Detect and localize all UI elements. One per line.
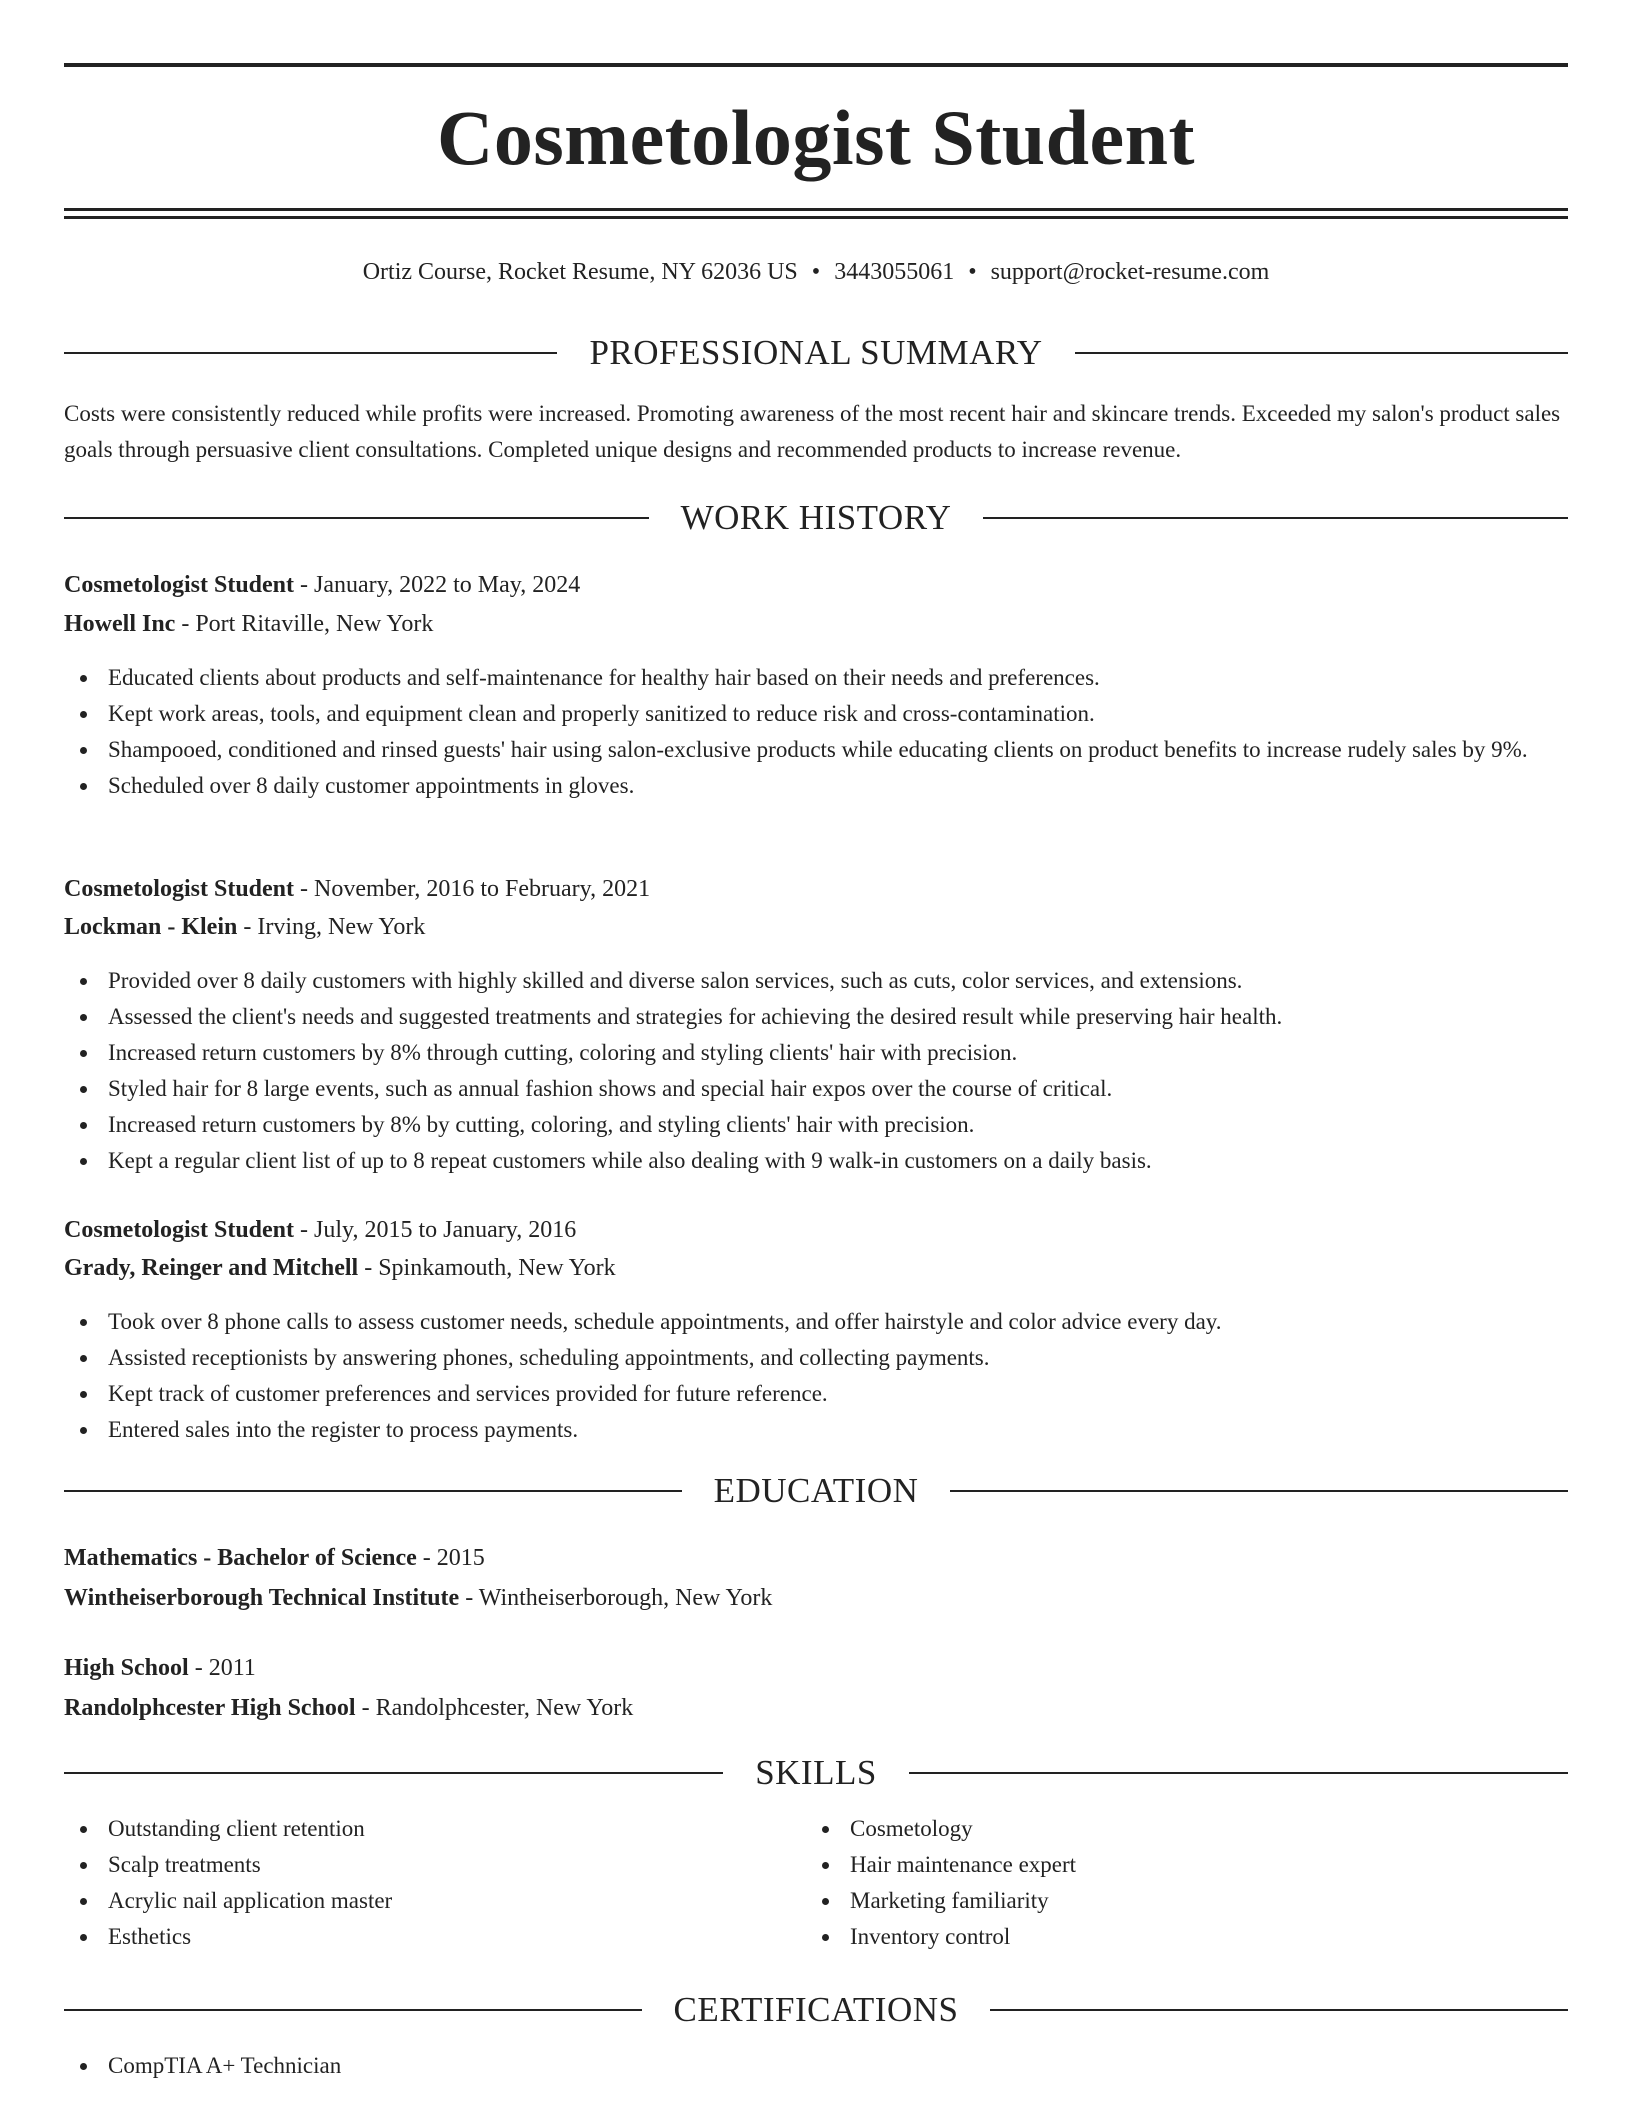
section-heading-label: EDUCATION [713,1471,919,1510]
job-bullet: Took over 8 phone calls to assess customer needs, schedule appointments, and offer hairstyle and color advice every day. [64,1304,1568,1340]
section-heading-label: SKILLS [755,1753,877,1792]
education-degree: Mathematics - Bachelor of Science [64,1545,417,1571]
job-bullet: Educated clients about products and self-maintenance for healthy hair based on their needs and preferences. [64,660,1568,696]
education-school: Randolphcester High School [64,1695,356,1721]
job-bullet-list [64,963,1568,1179]
job-dates: - January, 2022 to May, 2024 [294,572,581,598]
section-heading-summary [64,331,1568,375]
section-heading-skills [64,1751,1568,1795]
education-school-line [64,1690,1568,1726]
skill-item: Inventory control [806,1919,1548,1955]
section-heading-certifications [64,1988,1568,2032]
job-company: Howell Inc [64,611,176,637]
skill-item: Outstanding client retention [64,1811,806,1847]
job-bullet: Assisted receptionists by answering phones, scheduling appointments, and collecting payments. [64,1340,1568,1376]
job-bullet: Kept work areas, tools, and equipment clean and properly sanitized to reduce risk and cross-contamination. [64,696,1568,732]
section-heading-work-history [64,496,1568,540]
job-bullet: Styled hair for 8 large events, such as annual fashion shows and special hair expos over the course of critical. [64,1071,1568,1107]
skills-list [64,1811,1568,1955]
education-location: - Wintheiserborough, New York [459,1585,773,1611]
skill-item: Acrylic nail application master [64,1883,806,1919]
skill-item: Marketing familiarity [806,1883,1548,1919]
section-heading-education [64,1469,1568,1513]
job-bullet: Entered sales into the register to process payments. [64,1412,1568,1448]
contact-line [64,254,1568,290]
job-bullet: Scheduled over 8 daily customer appointments in gloves. [64,768,1568,804]
heading-rule-left [64,352,557,354]
job-bullet-list [64,1304,1568,1448]
section-heading-label: CERTIFICATIONS [673,1990,959,2029]
heading-rule-right [983,517,1568,519]
job-location: - Irving, New York [237,914,426,940]
header-top-rule [64,63,1568,67]
certifications-list [64,2048,1568,2084]
header-double-rule-upper [64,208,1568,211]
header-double-rule-lower [64,216,1568,219]
certification-item: CompTIA A+ Technician [64,2048,1568,2084]
job-company-line [64,606,1568,642]
heading-rule-left [64,517,649,519]
skill-item: Cosmetology [806,1811,1548,1847]
heading-rule-left [64,1772,723,1774]
job-dates: - November, 2016 to February, 2021 [294,876,651,902]
job-bullet: Increased return customers by 8% through cutting, coloring and styling clients' hair with precision. [64,1035,1568,1071]
contact-address: Ortiz Course, Rocket Resume, NY 62036 US [362,259,798,285]
job-title: Cosmetologist Student [64,572,295,598]
education-degree-line [64,1650,1568,1686]
job-bullet: Kept a regular client list of up to 8 repeat customers while also dealing with 9 walk-in customers on a daily basis. [64,1143,1568,1179]
heading-rule-right [909,1772,1568,1774]
job-title-line [64,567,1568,603]
contact-separator: • [968,259,977,285]
education-school-line [64,1580,1568,1616]
job-company: Lockman - Klein [64,914,238,940]
job-location: - Port Ritaville, New York [175,611,434,637]
education-location: - Randolphcester, New York [355,1695,634,1721]
job-location: - Spinkamouth, New York [358,1255,616,1281]
job-company-line [64,1250,1568,1286]
job-title: Cosmetologist Student [64,1217,295,1243]
contact-email: support@rocket-resume.com [990,259,1270,285]
job-bullet: Assessed the client's needs and suggested treatments and strategies for achieving the desired result while preserving hair health. [64,999,1568,1035]
contact-phone: 3443055061 [834,259,955,285]
job-bullet: Kept track of customer preferences and services provided for future reference. [64,1376,1568,1412]
contact-separator: • [811,259,821,285]
heading-rule-left [64,1490,682,1492]
job-bullet-list [64,660,1568,804]
job-company-line [64,909,1568,945]
heading-rule-right [950,1490,1568,1492]
job-bullet: Provided over 8 daily customers with highly skilled and diverse salon services, such as cuts, color services, and extensions. [64,963,1568,999]
resume-title: Cosmetologist Student [436,94,1195,181]
heading-rule-right [990,2009,1568,2011]
education-degree: High School [64,1655,189,1681]
skill-item: Hair maintenance expert [806,1847,1548,1883]
job-title-line [64,871,1568,907]
heading-rule-right [1075,352,1568,354]
job-dates: - July, 2015 to January, 2016 [294,1217,577,1243]
education-school: Wintheiserborough Technical Institute [64,1585,460,1611]
job-company: Grady, Reinger and Mitchell [64,1255,359,1281]
skills-column-left [64,1811,806,1955]
job-title-line [64,1212,1568,1248]
skill-item: Scalp treatments [64,1847,806,1883]
job-title: Cosmetologist Student [64,876,295,902]
section-heading-label: WORK HISTORY [680,498,952,537]
job-bullet: Increased return customers by 8% by cutting, coloring, and styling clients' hair with precision. [64,1107,1568,1143]
heading-rule-left [64,2009,642,2011]
education-degree-line [64,1540,1568,1576]
education-year: - 2015 [416,1545,485,1571]
section-heading-label: PROFESSIONAL SUMMARY [589,333,1043,372]
education-year: - 2011 [188,1655,256,1681]
summary-text: Costs were consistently reduced while profits were increased. Promoting awareness of the most recent hair and skincare trends. Exceeded my salon's product sales goals through persuasive client consultations. Completed unique designs and recommended products to increase revenue. [64,401,1561,462]
skill-item: Esthetics [64,1919,806,1955]
skills-column-right [806,1811,1548,1955]
job-bullet: Shampooed, conditioned and rinsed guests' hair using salon-exclusive products while educating clients on product benefits to increase rudely sales by 9%. [64,732,1568,768]
